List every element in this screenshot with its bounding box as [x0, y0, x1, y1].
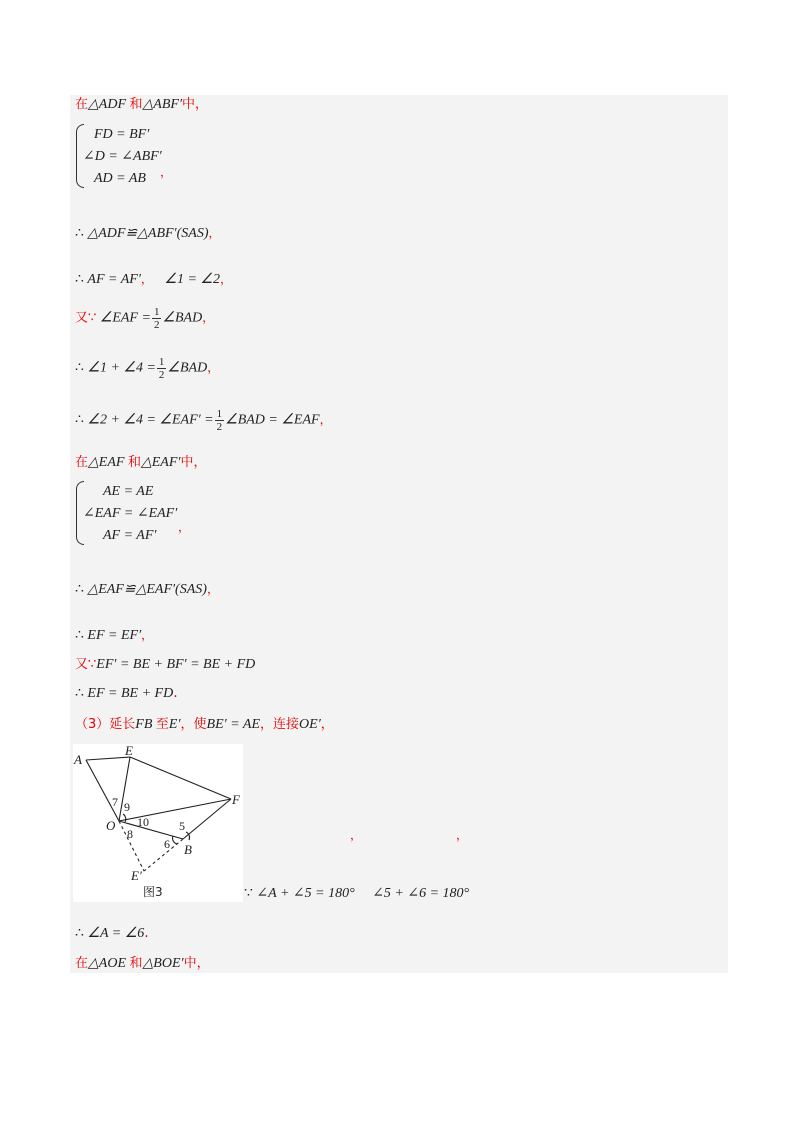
line-eaf-half [75, 306, 214, 331]
math: △ABF′ [142, 97, 182, 112]
math: ∠A = ∠6 [87, 926, 145, 941]
math: △ADF≌△ABF′(SAS) [87, 226, 209, 241]
punct: ， [350, 828, 363, 842]
text: 又∵ [75, 657, 97, 672]
text: （3）延长 [75, 717, 136, 732]
fraction [152, 306, 162, 331]
math: EF′ = BE + BF′ = BE + FD [96, 657, 256, 672]
text: 又∵ [75, 310, 97, 326]
line-congruent-adf [75, 224, 221, 243]
punct: ， [202, 310, 215, 325]
line-angle-eaf-prime [75, 408, 332, 433]
punct: ， [178, 520, 191, 534]
therefore-symbol: ∴ [75, 226, 84, 241]
text: 和 [127, 455, 141, 470]
math: BE′ = AE [206, 717, 261, 732]
equation: FD = BF′ [94, 127, 150, 142]
fraction [157, 356, 167, 381]
math: △BOE′ [142, 956, 184, 971]
therefore-symbol: ∴ [75, 360, 84, 376]
line-triangles-aoe [75, 955, 210, 973]
punct: ， [319, 412, 332, 427]
text: 至 [155, 717, 169, 732]
text: 中， [180, 455, 207, 470]
math: △EAF [88, 455, 125, 470]
line-conclusion [75, 684, 178, 703]
punct: ， [160, 165, 173, 179]
line-af-equal [75, 270, 232, 289]
label-7: 7 [112, 795, 118, 809]
segment-fb [183, 799, 231, 839]
line-triangles-eaf [75, 454, 206, 472]
therefore-symbol: ∴ [75, 582, 84, 597]
therefore-symbol: ∴ [75, 412, 84, 428]
denominator: 2 [158, 369, 165, 381]
line-triangles-adf-abf [75, 96, 208, 114]
text: 和 [129, 97, 143, 112]
punct: ， [208, 226, 221, 240]
text: 中， [183, 956, 210, 971]
text: 中， [182, 97, 209, 112]
label-9: 9 [124, 800, 130, 814]
label-f: F [232, 792, 240, 807]
punct: ， [206, 582, 219, 596]
math: EF = EF′ [87, 628, 142, 643]
line-part3 [75, 716, 334, 734]
segment-ao [86, 760, 119, 821]
fraction [215, 408, 225, 433]
math: FB [135, 717, 153, 732]
punct: ， [219, 272, 232, 286]
numerator: 1 [153, 306, 160, 318]
label-10: 10 [137, 815, 149, 829]
line-angle-a-6 [75, 924, 149, 943]
figure-svg [73, 744, 243, 902]
numerator: 1 [216, 408, 223, 420]
math: ∠2 + ∠4 = ∠EAF′ = [87, 412, 214, 428]
math: ∠1 = ∠2 [164, 272, 220, 287]
text: ，连接 [260, 717, 300, 732]
math: △AOE [88, 956, 126, 971]
therefore-symbol: ∴ [75, 628, 84, 643]
math: AF = AF′ [87, 272, 141, 287]
math: △EAF′ [140, 455, 181, 470]
geometry-figure [73, 744, 243, 902]
equation: AE = AE [103, 484, 154, 499]
label-8: 8 [127, 827, 133, 841]
therefore-symbol: ∴ [75, 272, 84, 287]
line-supplementary [244, 885, 469, 902]
label-a: A [74, 752, 82, 767]
line-congruent-eaf [75, 580, 219, 599]
line-angle-sum [75, 356, 219, 381]
punct: ， [140, 272, 153, 286]
punct: . [144, 925, 149, 941]
punct: ， [207, 360, 220, 375]
denominator: 2 [153, 319, 160, 331]
math: ∠EAF = [99, 310, 151, 326]
math: EF = BE + FD [87, 686, 174, 701]
math: E′ [168, 717, 181, 732]
because-symbol: ∵ [244, 886, 253, 901]
therefore-symbol: ∴ [75, 926, 84, 941]
equation: ∠EAF = ∠EAF′ [83, 506, 178, 521]
math: ∠A + ∠5 = 180° [256, 886, 355, 901]
label-e: E [125, 744, 133, 758]
segment-ef [130, 757, 231, 799]
label-5: 5 [179, 819, 185, 833]
equation: AF = AF′ [103, 528, 157, 543]
text: 在 [75, 97, 89, 112]
therefore-symbol: ∴ [75, 686, 84, 701]
punct: . [173, 685, 178, 701]
label-o: O [106, 818, 116, 833]
math: ∠BAD [162, 310, 203, 326]
figure-caption: 图3 [143, 885, 163, 899]
text: 和 [129, 956, 143, 971]
equation: AD = AB [94, 171, 146, 186]
equation: ∠D = ∠ABF′ [83, 149, 162, 164]
math: △ADF [88, 97, 126, 112]
text: ，使 [180, 717, 207, 732]
text: ， [320, 717, 334, 732]
denominator: 2 [216, 421, 223, 433]
math: ∠BAD = ∠EAF [225, 412, 320, 428]
angle-arc-o [123, 814, 126, 822]
label-e-prime: E′ [131, 868, 142, 883]
math: ∠BAD [167, 360, 208, 376]
punct: ， [141, 628, 154, 642]
line-ef-equal [75, 626, 153, 645]
label-b: B [184, 842, 192, 857]
label-6: 6 [164, 837, 170, 851]
math: ∠5 + ∠6 = 180° [372, 886, 470, 901]
math: ∠1 + ∠4 = [87, 360, 156, 376]
text: 在 [75, 956, 89, 971]
math: OE′ [299, 717, 321, 732]
segment-of [119, 799, 231, 821]
segment-ae [86, 757, 130, 760]
text: 在 [75, 455, 89, 470]
punct: ， [456, 828, 469, 842]
numerator: 1 [158, 356, 165, 368]
math: △EAF≌△EAF′(SAS) [87, 582, 207, 597]
line-ef-prime-sum [75, 656, 255, 674]
